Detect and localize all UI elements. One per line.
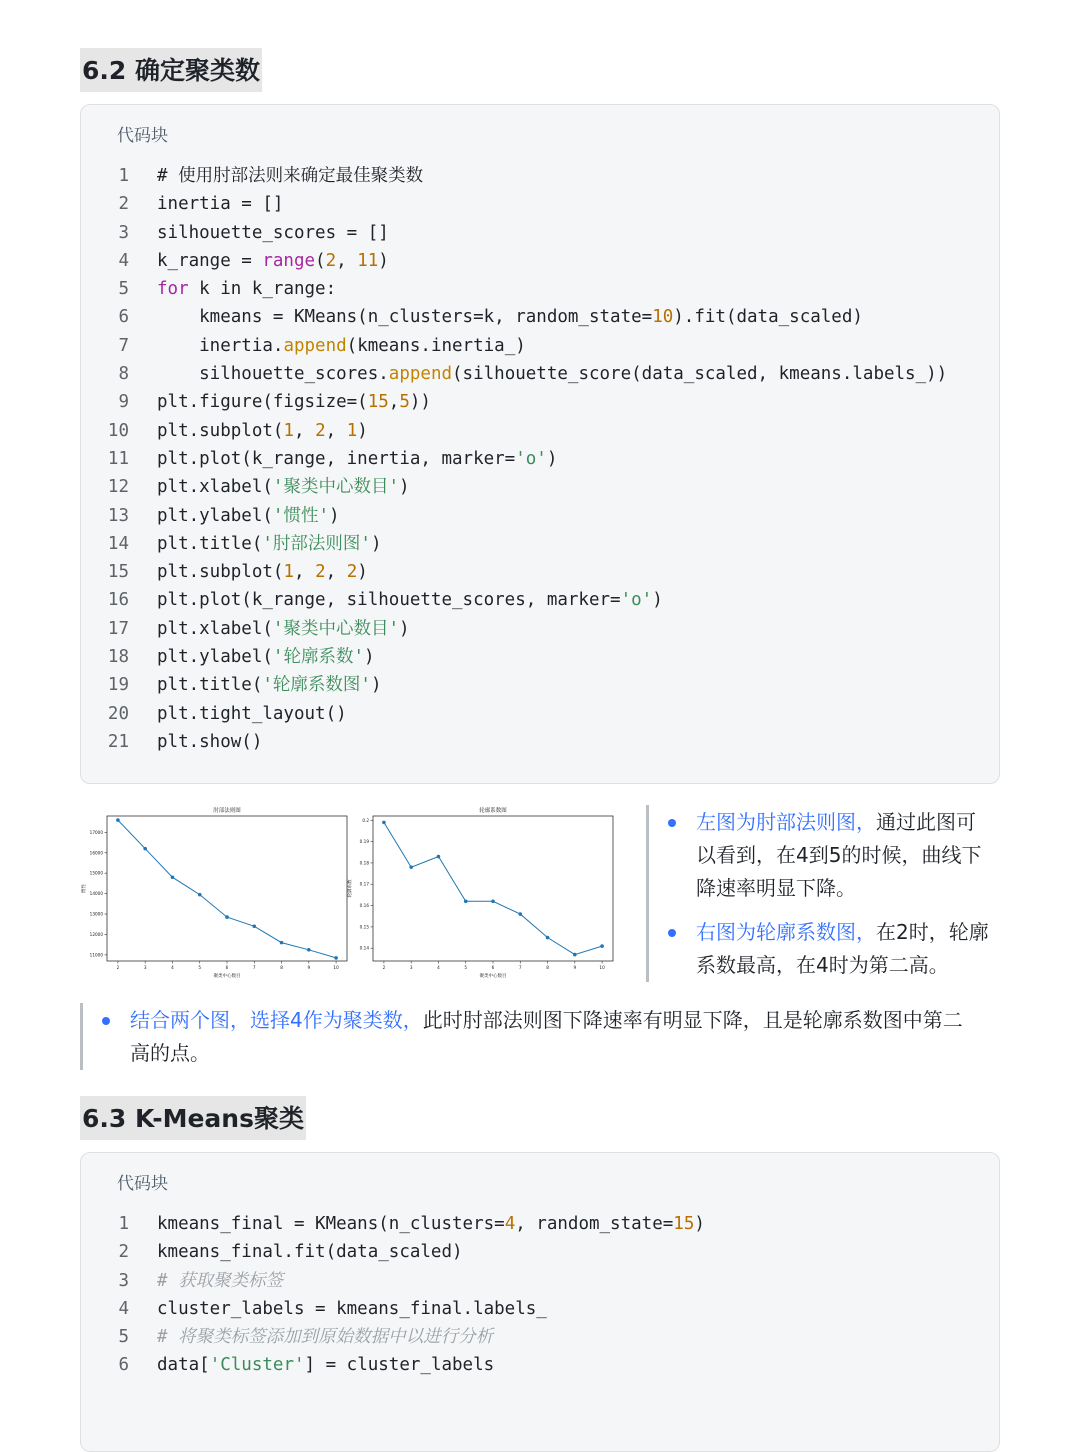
code-token: inertia. [157, 335, 284, 356]
code-token: ) [398, 477, 410, 498]
code-token: 'o' [515, 448, 547, 469]
y-axis-label: 轮廓系数 [348, 879, 353, 898]
code-token: 2 [315, 562, 326, 583]
x-tick-label: 9 [573, 965, 577, 970]
code-text [157, 275, 336, 303]
code-token: plt.subplot( [157, 420, 284, 441]
code-token: plt.xlabel( [157, 477, 273, 498]
y-tick-label: 0.19 [359, 839, 369, 845]
line-number: 3 [118, 222, 129, 243]
code-line [81, 671, 999, 699]
code-line [81, 190, 999, 218]
code-text [157, 502, 340, 530]
code-text [157, 303, 863, 331]
code-token: ).fit(data_scaled) [673, 307, 863, 328]
code-token: plt.title( [157, 533, 263, 554]
y-tick-label: 13000 [89, 911, 103, 917]
data-point [464, 899, 468, 903]
x-tick-label: 8 [280, 965, 283, 970]
code-token: ) [363, 647, 375, 668]
code-token: ) [398, 618, 410, 639]
code-token: in [220, 279, 242, 300]
code-token: ) [370, 533, 382, 554]
y-tick-label: 11000 [89, 952, 103, 958]
code-token: 1 [283, 420, 294, 441]
code-token: (silhouette_score(data_scaled, kmeans.labels_)) [452, 364, 948, 385]
code-token: plt.tight_layout() [157, 703, 347, 724]
bullet-item-right-chart [666, 916, 1006, 982]
data-point [546, 936, 550, 940]
code-token: , [293, 562, 316, 583]
data-point [573, 953, 577, 957]
code-text [157, 671, 381, 699]
code-text [157, 1351, 494, 1379]
data-point [437, 855, 441, 859]
x-tick-label: 10 [333, 965, 339, 970]
x-axis-label: 聚类中心数目 [479, 974, 507, 979]
y-tick-label: 0.16 [359, 903, 369, 909]
data-point [252, 924, 256, 928]
code-token: silhouette_scores. [157, 364, 389, 385]
code-line [81, 643, 999, 671]
code-token: kmeans_final.fit(data_scaled) [157, 1242, 463, 1263]
x-tick-label: 7 [252, 965, 256, 970]
code-text [157, 417, 368, 445]
code-line [81, 558, 999, 586]
bullet-text: 此时肘部法则图下降速率有明显下降，且是轮廓系数图中第二 [422, 1008, 963, 1032]
code-token: 10 [652, 307, 674, 328]
code-token: 15 [367, 392, 389, 413]
y-tick-label: 12000 [89, 931, 103, 937]
data-point [116, 818, 120, 822]
code-token: data[ [157, 1355, 210, 1376]
data-point [225, 915, 229, 919]
code-line [81, 728, 999, 756]
code-token: silhouette_scores = [] [157, 222, 389, 243]
code-text [157, 332, 526, 360]
chart-title: 肘部法则图 [213, 808, 241, 814]
code-text [157, 247, 389, 275]
code-line [81, 1238, 999, 1266]
x-tick-label: 6 [225, 965, 229, 970]
line-number: 12 [107, 477, 129, 498]
data-point [518, 912, 522, 916]
bullet-text: 在2时，轮廓 [876, 920, 989, 944]
code-line [81, 247, 999, 275]
code-token: 2 [315, 420, 326, 441]
code-token: ) [357, 420, 368, 441]
code-line [81, 1210, 999, 1238]
code-token: , [293, 420, 316, 441]
y-tick-label: 16000 [89, 850, 103, 856]
line-number: 1 [118, 1214, 129, 1234]
code-token: (kmeans.inertia_) [346, 335, 526, 356]
code-token: cluster_labels = kmeans_final.labels_ [157, 1298, 547, 1319]
code-text [157, 586, 663, 614]
code-token: ] = cluster_labels [304, 1355, 495, 1376]
data-point [600, 944, 604, 948]
code-text [157, 162, 423, 190]
data-point [143, 847, 147, 851]
line-number: 13 [107, 505, 129, 526]
line-number: 20 [107, 703, 129, 724]
quote-bar [80, 1003, 83, 1070]
code-token: )) [409, 392, 431, 413]
y-axis-label: 惯性 [82, 884, 87, 893]
bullet-highlight: 左图为肘部法则图， [696, 810, 876, 834]
right-bullet-list [666, 806, 1006, 982]
line-number: 10 [107, 420, 129, 441]
y-tick-label: 0.14 [359, 945, 369, 951]
bottom-bullet-list [100, 1004, 1000, 1070]
x-tick-label: 3 [409, 965, 413, 970]
chart-title: 轮廓系数图 [479, 808, 507, 814]
x-tick-label: 4 [437, 965, 440, 970]
y-tick-label: 17000 [89, 829, 103, 835]
code-text [157, 728, 262, 756]
plot-frame [373, 816, 613, 961]
line-number: 1 [118, 166, 129, 186]
line-number: 7 [118, 335, 129, 356]
line-number: 2 [118, 1242, 129, 1263]
code-line [81, 303, 999, 331]
line-number: 21 [107, 731, 129, 752]
code-token: plt.subplot( [157, 562, 284, 583]
code-text [157, 1210, 705, 1238]
code-text [157, 1323, 493, 1351]
code-text [157, 1238, 463, 1266]
data-point [491, 899, 495, 903]
code-text [157, 643, 375, 671]
code-text [157, 530, 381, 558]
x-tick-label: 5 [464, 965, 468, 970]
quote-bar [646, 805, 649, 982]
code-token: append [283, 335, 347, 356]
code-token: kmeans_final = KMeans(n_clusters= [157, 1214, 505, 1234]
code-token: plt.show() [157, 731, 263, 752]
data-point [280, 941, 284, 945]
x-tick-label: 5 [198, 965, 202, 970]
code-token: plt.plot(k_range, silhouette_scores, marker= [157, 590, 621, 611]
line-number: 3 [118, 1270, 129, 1291]
code-block-label: 代码块 [117, 126, 168, 146]
y-tick-label: 0.17 [359, 881, 369, 887]
code-token: plt.xlabel( [157, 618, 273, 639]
code-lines [81, 162, 999, 756]
code-token: , [325, 420, 347, 441]
bullet-item-left-chart [666, 806, 1006, 905]
code-line [81, 586, 999, 614]
bullet-text: 高的点。 [130, 1041, 210, 1065]
code-token: plt.title( [157, 675, 263, 696]
code-text [157, 473, 410, 501]
y-tick-label: 15000 [89, 870, 103, 876]
data-point [382, 821, 386, 825]
code-text [157, 219, 389, 247]
code-line [81, 275, 999, 303]
x-tick-label: 3 [143, 965, 147, 970]
section-heading-6-2: 6.2 确定聚类数 [80, 48, 262, 92]
code-token: range [262, 250, 316, 271]
x-tick-label: 2 [116, 965, 120, 970]
code-block-label: 代码块 [117, 1174, 168, 1194]
line-number: 14 [107, 533, 129, 554]
code-token: 1 [346, 420, 358, 441]
code-line [81, 417, 999, 445]
x-axis-label: 聚类中心数目 [213, 974, 241, 979]
code-token: plt.ylabel( [157, 647, 273, 668]
x-tick-label: 8 [546, 965, 549, 970]
code-line [81, 332, 999, 360]
code-token: '聚类中心数目' [272, 618, 399, 639]
code-token: '轮廓系数' [272, 647, 364, 668]
code-text [157, 615, 410, 643]
code-token: 11 [357, 250, 379, 271]
data-point [409, 865, 413, 869]
data-point [171, 875, 175, 879]
code-line [81, 502, 999, 530]
code-block-6-3 [80, 1152, 1000, 1452]
code-line [81, 388, 999, 416]
code-token: k_range: [241, 279, 337, 300]
code-token: , [336, 250, 358, 271]
data-point [307, 948, 311, 952]
code-text [157, 445, 557, 473]
x-tick-label: 7 [518, 965, 522, 970]
line-number: 2 [118, 194, 129, 215]
code-token: for [157, 279, 189, 300]
code-token: 1 [283, 562, 294, 583]
code-token: k [188, 279, 221, 300]
code-token: 'Cluster' [209, 1355, 305, 1376]
charts-figure [80, 800, 640, 985]
line-number: 18 [107, 647, 129, 668]
code-token: append [388, 364, 453, 385]
code-line [81, 473, 999, 501]
plot-frame [107, 816, 347, 961]
line-number: 4 [118, 250, 129, 271]
bullet-text: 降速率明显下降。 [696, 876, 856, 900]
code-token: '肘部法则图' [262, 533, 371, 554]
code-line [81, 1323, 999, 1351]
code-token: plt.ylabel( [157, 505, 273, 526]
bullet-text: 通过此图可 [876, 810, 976, 834]
line-number: 16 [107, 590, 129, 611]
line-number: 19 [107, 675, 129, 696]
line-number: 9 [118, 392, 129, 413]
x-tick-label: 10 [599, 965, 605, 970]
code-text [157, 558, 368, 586]
code-token: 2 [346, 562, 358, 583]
bullet-text: 以看到，在4到5的时候，曲线下 [696, 843, 982, 867]
bullet-highlight: 右图为轮廓系数图， [696, 920, 876, 944]
data-point [334, 956, 338, 960]
code-text [157, 700, 347, 728]
line-number: 4 [118, 1298, 129, 1319]
line-number: 11 [107, 448, 129, 469]
code-token: ) [652, 590, 663, 611]
line-number: 6 [118, 1355, 129, 1376]
code-token: ( [315, 250, 326, 271]
code-line [81, 360, 999, 388]
code-token: ) [370, 675, 382, 696]
line-number: 5 [118, 1327, 129, 1348]
code-text [157, 190, 283, 218]
line-number: 5 [118, 279, 129, 300]
code-text [157, 1267, 283, 1295]
code-line [81, 1267, 999, 1295]
figure-svg [80, 800, 640, 985]
code-token: ) [357, 562, 368, 583]
line-number: 8 [118, 364, 129, 385]
line-number: 15 [107, 562, 129, 583]
code-line [81, 219, 999, 247]
section-heading-6-3: 6.3 K-Means聚类 [80, 1096, 306, 1140]
code-token: inertia = [] [157, 194, 284, 215]
code-token: , random_state= [515, 1214, 674, 1234]
x-tick-label: 9 [307, 965, 311, 970]
code-token: kmeans = KMeans(n_clusters=k, random_state= [157, 307, 653, 328]
code-text [157, 360, 947, 388]
code-line [81, 615, 999, 643]
code-token: plt.figure(figsize=( [157, 392, 368, 413]
line-number: 6 [118, 307, 129, 328]
code-token: '聚类中心数目' [272, 477, 399, 498]
code-text [157, 1295, 547, 1323]
bullet-text: 系数最高，在4时为第二高。 [696, 953, 949, 977]
code-token: ) [328, 505, 340, 526]
y-tick-label: 0.15 [359, 924, 369, 930]
y-tick-label: 0.2 [362, 817, 369, 823]
line-number: 17 [107, 618, 129, 639]
code-token: # 将聚类标签添加到原始数据中以进行分析 [157, 1327, 494, 1348]
code-text [157, 388, 431, 416]
code-line [81, 445, 999, 473]
code-token: 2 [325, 250, 337, 271]
code-line [81, 1351, 999, 1379]
code-token: 'o' [620, 590, 653, 611]
data-point [198, 893, 202, 897]
y-tick-label: 0.18 [359, 860, 369, 866]
code-token: '轮廓系数图' [262, 675, 371, 696]
code-token: '惯性' [272, 505, 329, 526]
x-tick-label: 2 [382, 965, 386, 970]
y-tick-label: 14000 [89, 891, 103, 897]
code-token: # 获取聚类标签 [157, 1270, 284, 1291]
bullet-highlight: 结合两个图，选择4作为聚类数， [130, 1008, 423, 1032]
code-token: ) [694, 1214, 705, 1234]
code-line [81, 700, 999, 728]
code-token: plt.plot(k_range, inertia, marker= [157, 448, 516, 469]
code-token: , [388, 392, 400, 413]
x-tick-label: 6 [491, 965, 495, 970]
code-token: 5 [399, 392, 410, 413]
bullet-item-conclusion [100, 1004, 1000, 1070]
code-token: ) [378, 250, 389, 271]
code-block-6-2 [80, 104, 1000, 784]
code-token: , [325, 562, 347, 583]
code-token: k_range = [157, 250, 263, 271]
code-token: # 使用肘部法则来确定最佳聚类数 [157, 166, 424, 186]
code-line [81, 1295, 999, 1323]
code-lines [81, 1210, 999, 1380]
code-token: 15 [673, 1214, 695, 1234]
code-token: 4 [504, 1214, 516, 1234]
x-tick-label: 4 [171, 965, 174, 970]
code-line [81, 530, 999, 558]
code-token: ) [546, 448, 558, 469]
code-line [81, 162, 999, 190]
